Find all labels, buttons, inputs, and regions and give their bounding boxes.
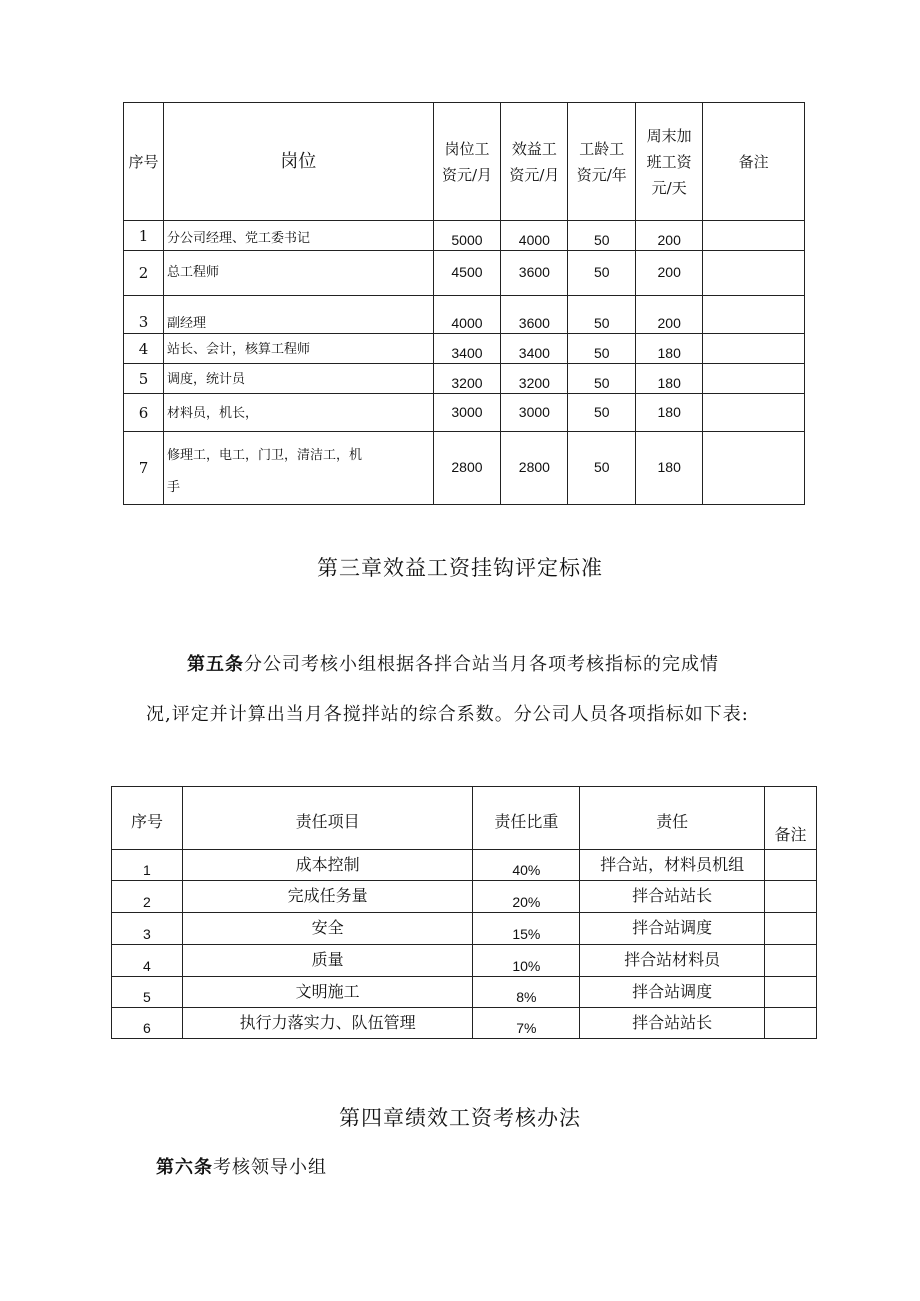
chapter-4-title: 第四章绩效工资考核办法 — [339, 1106, 581, 1130]
row-index: 3 — [112, 913, 183, 945]
row-remark — [765, 945, 817, 977]
row-base: 3400 — [433, 334, 501, 364]
table-row — [124, 432, 805, 505]
row-index: 4 — [112, 945, 183, 977]
row-remark — [703, 296, 805, 334]
row-remark — [703, 251, 805, 296]
article-6 — [156, 1153, 327, 1179]
header-index: 序号 — [112, 787, 183, 850]
row-owner: 拌合站站长 — [580, 881, 765, 913]
header-index: 序号 — [124, 103, 164, 221]
row-weekend: 200 — [636, 251, 703, 296]
row-weekend: 200 — [636, 221, 703, 251]
table-row — [124, 221, 805, 251]
row-index: 7 — [124, 432, 164, 505]
table-row — [124, 394, 805, 432]
row-position: 总工程师 — [163, 251, 433, 296]
row-index: 1 — [124, 221, 164, 251]
row-bonus: 3400 — [501, 334, 568, 364]
row-weight: 15% — [473, 913, 580, 945]
row-weight: 7% — [473, 1008, 580, 1039]
row-remark — [765, 881, 817, 913]
row-remark — [703, 221, 805, 251]
table-row — [124, 364, 805, 394]
row-weekend: 200 — [636, 296, 703, 334]
row-owner: 拌合站材料员 — [580, 945, 765, 977]
row-position: 调度，统计员 — [163, 364, 433, 394]
row-weekend: 180 — [636, 394, 703, 432]
row-base: 5000 — [433, 221, 501, 251]
header-item: 责任项目 — [182, 787, 473, 850]
row-weight: 10% — [473, 945, 580, 977]
article-5-line1 — [187, 650, 719, 676]
row-item: 质量 — [182, 945, 473, 977]
row-index: 2 — [112, 881, 183, 913]
row-index: 6 — [112, 1008, 183, 1039]
salary-table-header — [124, 103, 805, 221]
row-index: 5 — [112, 977, 183, 1008]
row-owner: 拌合站调度 — [580, 913, 765, 945]
row-seniority: 50 — [568, 221, 636, 251]
row-item: 完成任务量 — [182, 881, 473, 913]
row-remark — [765, 850, 817, 881]
article-6-text: 考核领导小组 — [213, 1157, 327, 1178]
row-base: 4000 — [433, 296, 501, 334]
row-weight: 20% — [473, 881, 580, 913]
row-weekend: 180 — [636, 364, 703, 394]
responsibility-table-header — [112, 787, 817, 850]
header-bonus-salary: 效益工资元/月 — [501, 103, 568, 221]
salary-table — [123, 102, 805, 505]
row-bonus: 3600 — [501, 296, 568, 334]
row-seniority: 50 — [568, 334, 636, 364]
header-position: 岗位 — [163, 103, 433, 221]
header-seniority: 工龄工资元/年 — [568, 103, 636, 221]
article-5-label: 第五条 — [187, 654, 244, 675]
row-seniority: 50 — [568, 394, 636, 432]
header-remark: 备注 — [703, 103, 805, 221]
table-row — [112, 881, 817, 913]
header-weight: 责任比重 — [473, 787, 580, 850]
header-base-salary: 岗位工资元/月 — [433, 103, 501, 221]
header-owner: 责任 — [580, 787, 765, 850]
row-base: 3000 — [433, 394, 501, 432]
row-remark — [765, 1008, 817, 1039]
row-index: 3 — [124, 296, 164, 334]
row-remark — [703, 394, 805, 432]
row-owner: 拌合站调度 — [580, 977, 765, 1008]
row-bonus: 3200 — [501, 364, 568, 394]
row-seniority: 50 — [568, 296, 636, 334]
row-remark — [703, 432, 805, 505]
table-row — [124, 296, 805, 334]
row-item: 成本控制 — [182, 850, 473, 881]
row-index: 6 — [124, 394, 164, 432]
row-seniority: 50 — [568, 364, 636, 394]
row-owner: 拌合站站长 — [580, 1008, 765, 1039]
header-remark: 备注 — [765, 787, 817, 850]
table-row — [112, 977, 817, 1008]
header-weekend: 周末加班工资元/天 — [636, 103, 703, 221]
row-bonus: 2800 — [501, 432, 568, 505]
row-item: 文明施工 — [182, 977, 473, 1008]
row-weekend: 180 — [636, 432, 703, 505]
row-owner: 拌合站，材料员机组 — [580, 850, 765, 881]
row-bonus: 4000 — [501, 221, 568, 251]
article-5-line2: 况,评定并计算出当月各搅拌站的综合系数。分公司人员各项指标如下表: — [146, 704, 749, 725]
table-row — [112, 913, 817, 945]
row-index: 2 — [124, 251, 164, 296]
row-position: 分公司经理、党工委书记 — [163, 221, 433, 251]
row-bonus: 3600 — [501, 251, 568, 296]
table-row — [124, 251, 805, 296]
row-bonus: 3000 — [501, 394, 568, 432]
row-index: 5 — [124, 364, 164, 394]
article-6-label: 第六条 — [156, 1157, 213, 1178]
table-row — [124, 334, 805, 364]
article-5-text-line1: 分公司考核小组根据各拌合站当月各项考核指标的完成情 — [244, 654, 719, 675]
row-index: 4 — [124, 334, 164, 364]
row-base: 3200 — [433, 364, 501, 394]
row-base: 4500 — [433, 251, 501, 296]
row-item: 执行力落实力、队伍管理 — [182, 1008, 473, 1039]
chapter-3-title: 第三章效益工资挂钩评定标准 — [317, 556, 603, 580]
row-position: 站长、会计，核算工程师 — [163, 334, 433, 364]
row-remark — [703, 364, 805, 394]
row-weekend: 180 — [636, 334, 703, 364]
row-index: 1 — [112, 850, 183, 881]
row-item: 安全 — [182, 913, 473, 945]
row-remark — [703, 334, 805, 364]
row-seniority: 50 — [568, 432, 636, 505]
row-remark — [765, 913, 817, 945]
table-row — [112, 1008, 817, 1039]
row-weight: 8% — [473, 977, 580, 1008]
table-row — [112, 945, 817, 977]
row-seniority: 50 — [568, 251, 636, 296]
row-weight: 40% — [473, 850, 580, 881]
row-base: 2800 — [433, 432, 501, 505]
responsibility-table — [111, 786, 817, 1039]
table-row — [112, 850, 817, 881]
row-position: 修理工，电工，门卫，清洁工，机手 — [163, 432, 433, 505]
row-position: 材料员，机长， — [163, 394, 433, 432]
row-position: 副经理 — [163, 296, 433, 334]
row-remark — [765, 977, 817, 1008]
